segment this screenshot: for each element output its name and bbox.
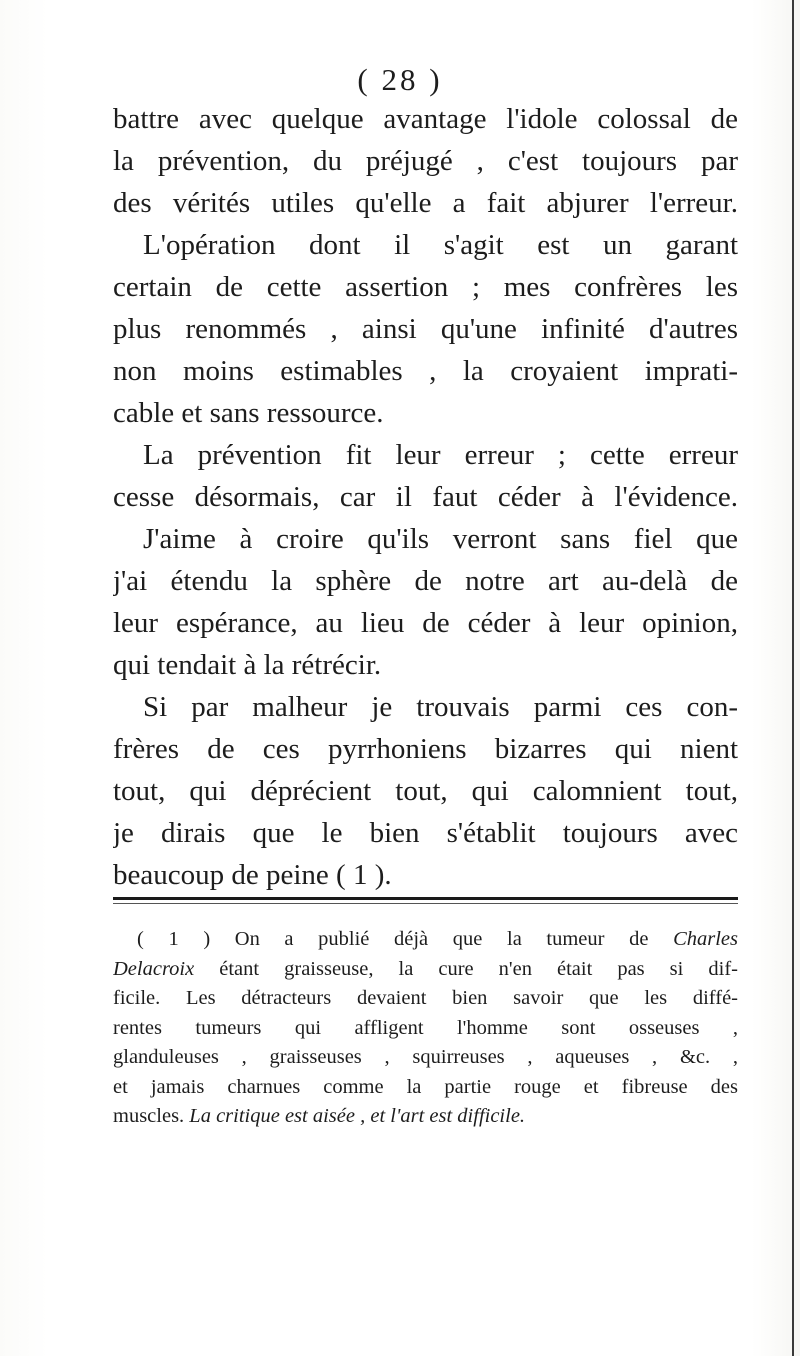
text-line: plus renommés , ainsi qu'une infinité d'autres — [113, 313, 738, 345]
footnote-line: rentes tumeurs qui affligent l'homme sont osseuses , — [113, 1016, 738, 1039]
text-line: La prévention fit leur erreur ; cette erreur — [143, 439, 738, 471]
footnote-separator — [113, 897, 738, 900]
footnote-line: ficile. Les détracteurs devaient bien savoir que les diffé- — [113, 987, 738, 1009]
footnote-separator-thin — [113, 903, 738, 904]
text-line: L'opération dont il s'agit est un garant — [143, 229, 738, 261]
text-line: leur espérance, au lieu de céder à leur opinion, — [113, 607, 738, 639]
footnote-line: glanduleuses , graisseuses , squirreuses , aqueuses , &c. , — [113, 1046, 738, 1068]
page-number: ( 28 ) — [357, 62, 443, 97]
text-line: frères de ces pyrrhoniens bizarres qui nient — [113, 733, 738, 765]
text-line: des vérités utiles qu'elle a fait abjurer l'erreur. — [113, 187, 738, 219]
footnote-line: et jamais charnues comme la partie rouge et fibreuse des — [113, 1075, 738, 1098]
text-line: cable et sans ressource. — [113, 397, 384, 429]
footnote-line — [113, 955, 738, 985]
text-line: je dirais que le bien s'établit toujours avec — [113, 817, 738, 849]
text-line: non moins estimables , la croyaient imprati- — [113, 355, 738, 387]
text-line: la prévention, du préjugé , c'est toujours par — [113, 145, 738, 177]
text-line: battre avec quelque avantage l'idole colossal de — [113, 103, 738, 135]
footnote — [113, 925, 738, 1132]
text-line: beaucoup de peine ( 1 ). — [113, 859, 392, 891]
main-text — [113, 98, 738, 896]
text-line: J'aime à croire qu'ils verront sans fiel que — [143, 523, 738, 555]
footnote-text: ( 1 ) On a publié déjà que la tumeur de — [137, 928, 674, 950]
text-line: certain de cette assertion ; mes confrères les — [113, 271, 738, 303]
text-line: j'ai étendu la sphère de notre art au-delà de — [113, 565, 738, 597]
footnote-name: Delacroix — [113, 957, 195, 980]
footnote-text: étant graisseuse, la cure n'en était pas si dif- — [194, 957, 738, 980]
text-line: cesse désormais, car il faut céder à l'évidence. — [113, 481, 738, 513]
footnote-quote: La critique est aisée , et l'art est difficile. — [189, 1105, 526, 1127]
text-line: qui tendait à la rétrécir. — [113, 649, 382, 681]
text-line: tout, qui déprécient tout, qui calomnient tout, — [113, 775, 738, 807]
page-edge-shadow — [792, 0, 794, 1356]
footnote-line — [113, 1102, 738, 1132]
footnote-name: Charles — [673, 928, 738, 950]
footnote-text: muscles. — [113, 1105, 190, 1127]
footnote-line — [113, 925, 738, 955]
text-line: Si par malheur je trouvais parmi ces con- — [143, 691, 738, 723]
